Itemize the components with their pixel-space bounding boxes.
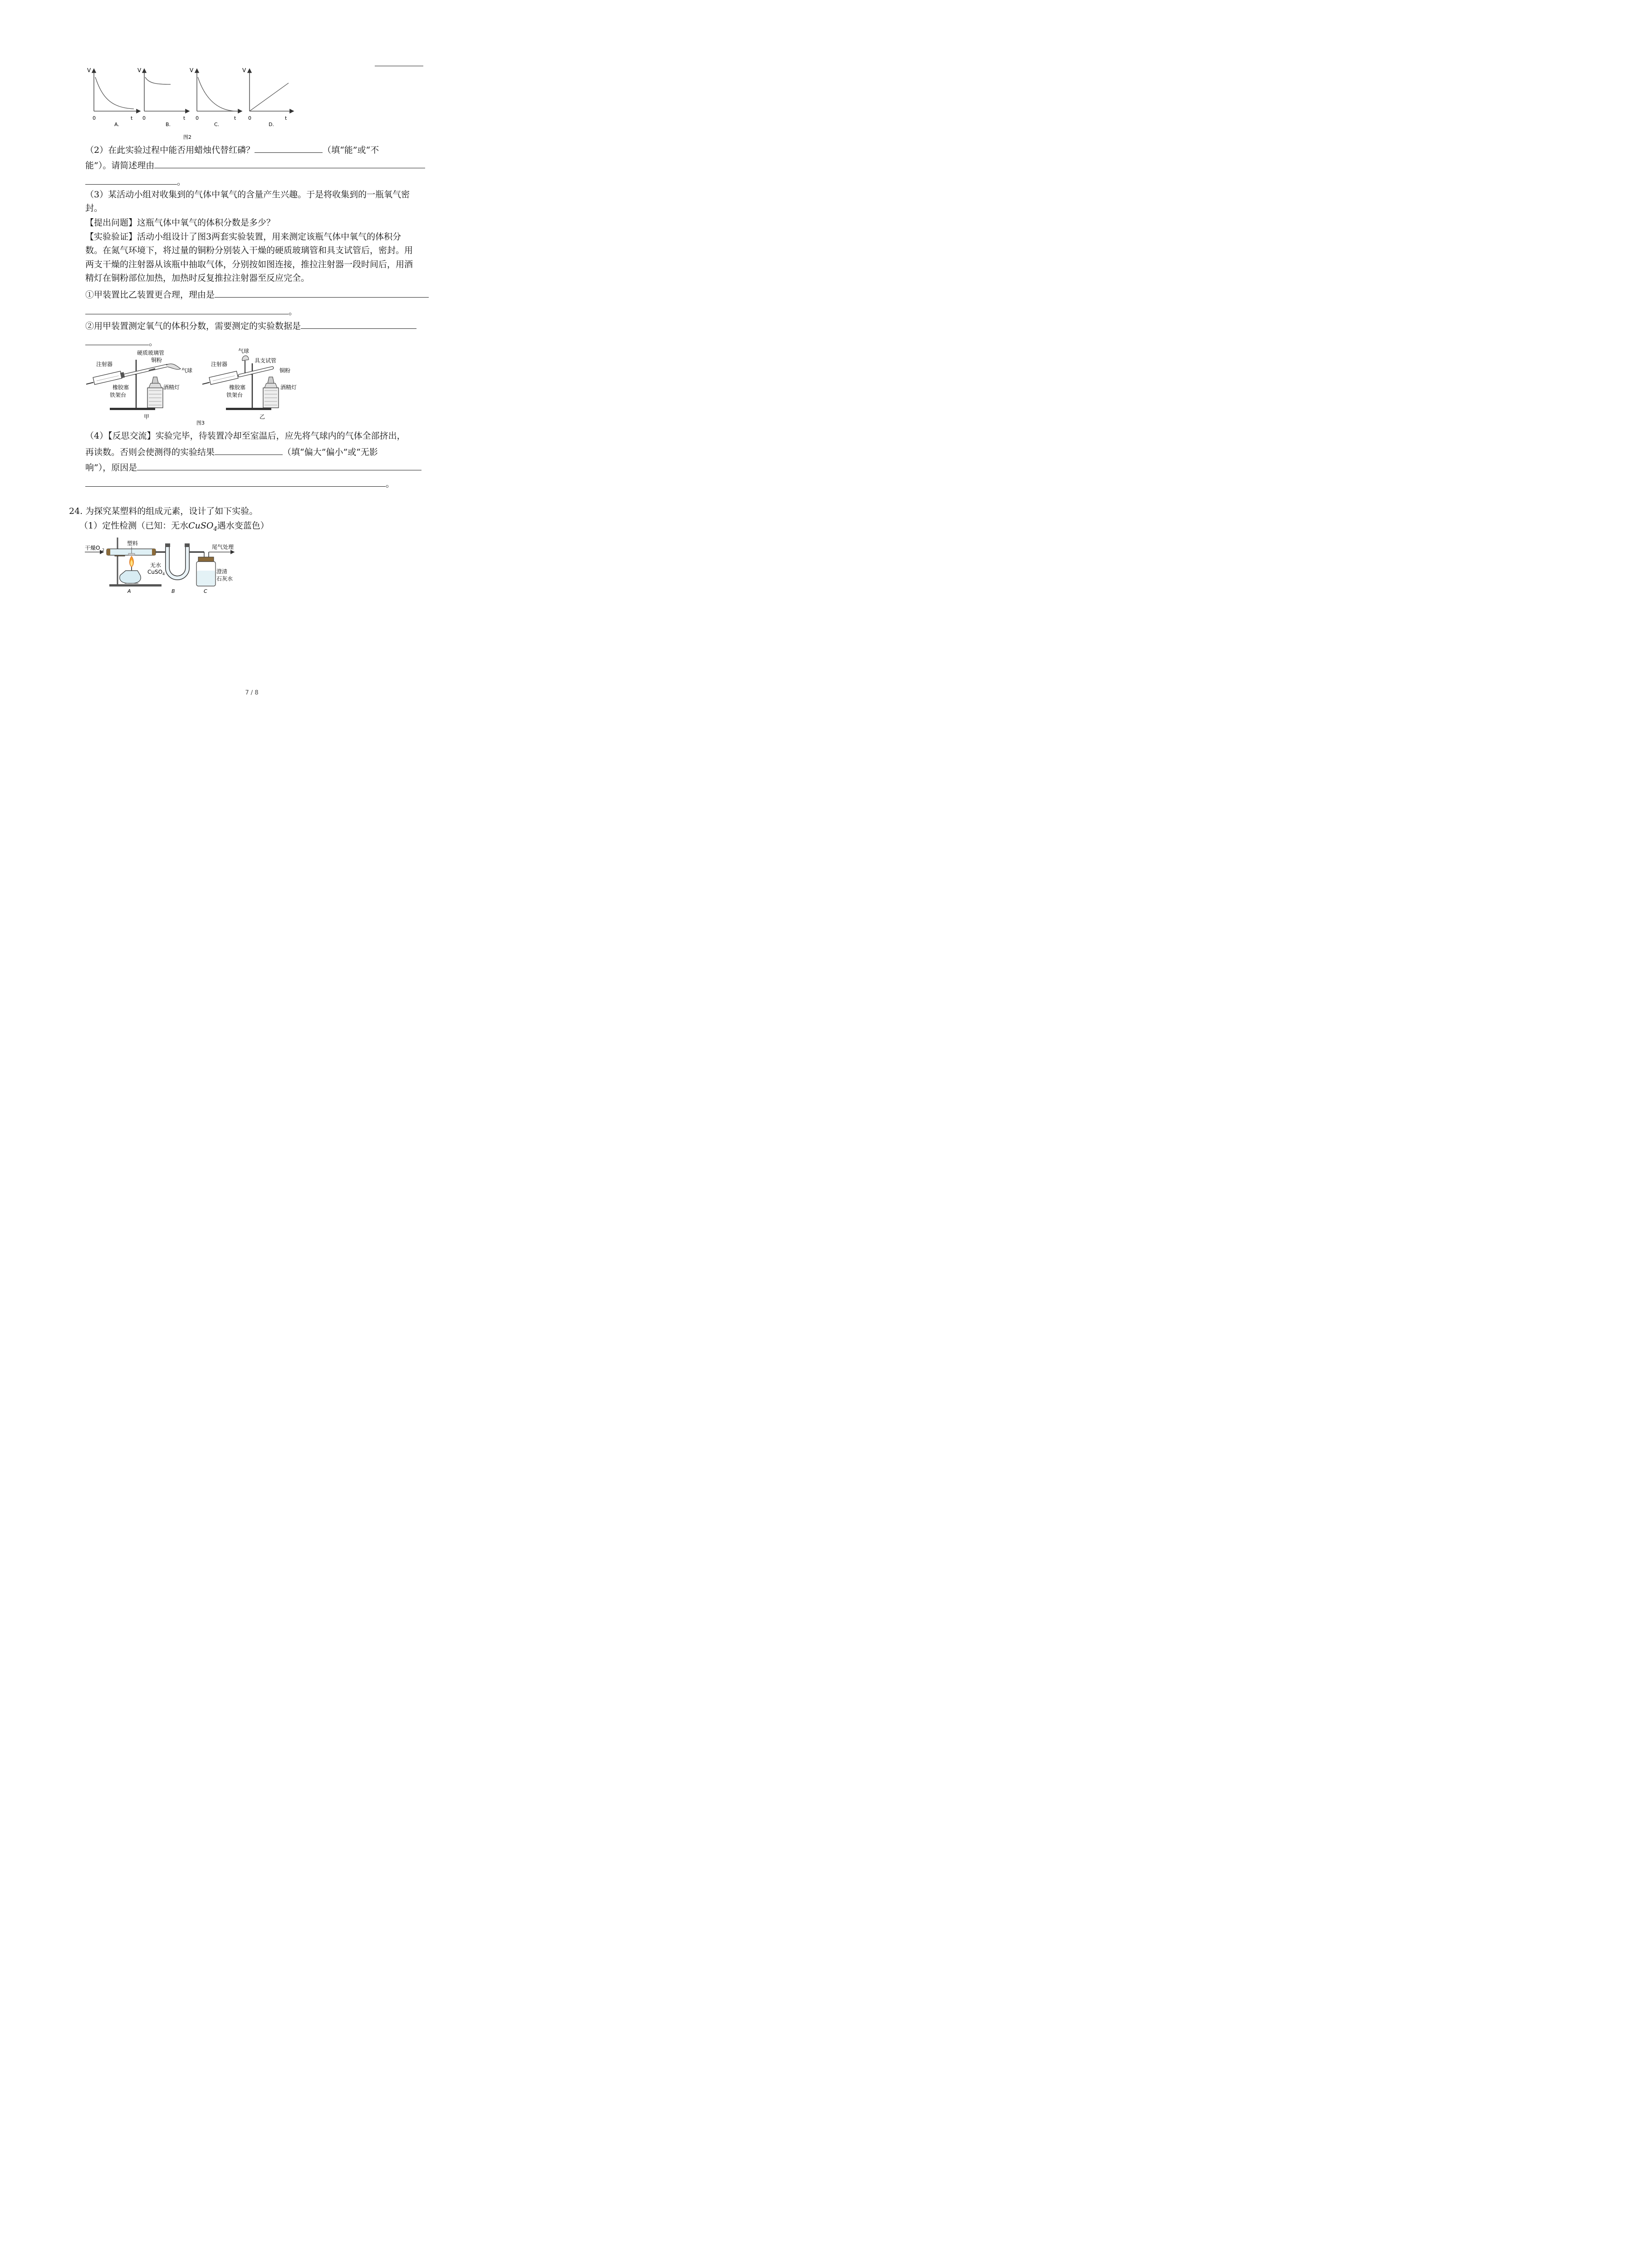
q3-line4: 【实验验证】活动小组设计了图3两套实验装置，用来测定该瓶气体中氧气的体积分 [85,232,402,242]
yi-tube-label: 具支试管 [255,357,277,364]
tail-gas-label: 尾气处理 [212,544,234,550]
q2-text-b: （填“能”或“不 [323,145,379,155]
jia-stand-label: 铁架台 [110,392,127,398]
jia-stopper-label: 橡胶塞 [113,384,129,391]
graph-c-xlabel: t [234,115,236,121]
q3-sub2-text: ②用甲装置测定氧气的体积分数，需要测定的实验数据是 [85,321,301,331]
limewater-label-2: 石灰水 [216,576,233,582]
cuso4-label-sub: 4 [162,572,165,576]
graph-c-ylabel: V [190,67,194,73]
yi-stand-label: 铁架台 [226,392,243,398]
jia-name: 甲 [144,414,150,420]
q3-sub2 [85,319,416,332]
label-c: C [204,588,207,594]
inlet-label: 干燥O [85,545,100,551]
q24-formula-sub: 4 [213,525,217,533]
graph-a-label: A. [114,122,119,127]
q3-line3: 【提出问题】这瓶气体中氧气的体积分数是多少？ [85,218,275,228]
figure-2-caption: 图2 [183,134,191,140]
jia-tube-label: 硬质玻璃管 [137,350,165,356]
yi-lamp-label: 酒精灯 [280,384,297,391]
q24-sub1-text-a: （1）定性检测（已知：无水 [79,521,189,531]
graph-b [137,67,189,127]
q3-sub1-blank-2[interactable] [85,305,289,314]
figure-2 [82,64,299,143]
figure-3 [82,347,309,426]
q4-text-a: 再读数。否则会使测得的实验结果 [85,447,215,457]
q4-result-blank[interactable] [215,445,283,455]
q4-line4 [85,477,394,490]
q3-sub2-blank-2[interactable] [85,336,149,345]
graph-a [87,67,140,127]
page-number: 7 / 8 [245,689,259,696]
q3-line2: 封。 [85,203,103,213]
q2-answer-blank[interactable] [255,143,323,153]
q2-line3 [85,175,186,188]
q4-line1: （4）【反思交流】实验完毕，待装置冷却至室温后，应先将气球内的气体全部挤出， [85,431,406,441]
graph-b-xlabel: t [183,115,186,121]
graph-a-origin: 0 [93,115,96,121]
jia-cu-label: 铜粉 [151,357,162,363]
q4-text-b: （填“偏大”偏小”或“无影 [283,447,378,457]
q3-sub1 [85,288,429,301]
graph-c-label: C. [214,122,220,127]
graph-a-xlabel: t [131,115,133,121]
limewater-label-1: 澄清 [216,568,228,575]
q3-sub1-text: ①甲装置比乙装置更合理，理由是 [85,290,215,300]
label-b: B [171,588,175,594]
q3-line7: 精灯在铜粉部位加热，加热时反复推拉注射器至反应完全。 [85,273,310,283]
q3-sub2-blank[interactable] [301,319,416,329]
inlet-label-sub: 2 [102,548,105,552]
jia-lamp-label: 酒精灯 [163,384,180,391]
apparatus-yi [202,347,297,420]
graph-d [242,67,293,127]
yi-balloon-label: 气球 [238,348,250,354]
q3-line6: 两支干燥的注射器从该瓶中抽取气体，分别按如图连接，推拉注射器一段时间后，用酒 [85,259,413,269]
yi-syringe-label: 注射器 [211,361,228,367]
q24-sub1-text-b: 遇水变蓝色） [217,521,269,531]
figure-4 [84,535,238,596]
q2-reason-blank[interactable] [154,159,425,168]
graph-a-ylabel: V [87,67,91,73]
q2-text-reason: 能”）。请简述理由 [85,161,155,171]
yi-cu-label: 铜粉 [279,367,291,374]
q4-line3 [85,461,421,474]
jia-balloon-label: 气球 [181,367,193,374]
q3-sub2-cont [85,336,157,348]
graph-d-origin: 0 [248,115,251,121]
graph-d-ylabel: V [242,67,246,73]
q3-sub2-period: 。 [149,337,158,347]
plastic-label: 塑料 [127,540,138,547]
graph-c-origin: 0 [196,115,199,121]
q4-text-reason: 响”），原因是 [85,463,137,473]
q24-formula: CuSO [188,521,214,531]
q4-reason-blank[interactable] [137,461,421,470]
q3-line5: 数。在氮气环境下，将过量的铜粉分别装入干燥的硬质玻璃管和具支试管后，密封。用 [85,245,413,255]
q2-period: 。 [177,177,186,187]
q24-stem: 24. 为探究某塑料的组成元素，设计了如下实验。 [69,506,258,516]
q2-text-a: （2）在此实验过程中能否用蜡烛代替红磷？ [85,145,255,155]
graph-d-label: D. [269,122,274,127]
q2-line2 [85,159,425,171]
yi-stopper-label: 橡胶塞 [229,384,246,391]
q3-line1: （3）某活动小组对收集到的气体中氧气的含量产生兴趣。于是将收集到的一瓶氧气密 [85,190,410,200]
graph-b-label: B. [166,122,171,127]
figure-3-caption: 图3 [196,420,205,426]
q3-sub1-period: 。 [289,307,298,317]
q24-sub1 [79,520,269,535]
q4-period: 。 [386,479,395,489]
q3-sub1-blank[interactable] [215,288,429,298]
graph-d-xlabel: t [285,115,287,121]
q4-reason-blank-2[interactable] [85,477,386,487]
alcohol-lamp [120,571,141,583]
graph-b-ylabel: V [137,67,142,73]
graph-c [190,67,241,127]
label-a: A [127,588,131,594]
anhydrous-label: 无水 [150,562,162,568]
apparatus-jia [86,349,192,420]
graph-b-origin: 0 [142,115,146,121]
q3-sub1-cont [85,305,297,318]
q2-reason-blank-2[interactable] [85,175,177,185]
yi-name: 乙 [260,414,265,420]
cuso4-label: CuSO [147,569,163,575]
q4-line2 [85,445,378,458]
q2-line1 [85,143,379,156]
jia-syringe-label: 注射器 [96,361,113,367]
